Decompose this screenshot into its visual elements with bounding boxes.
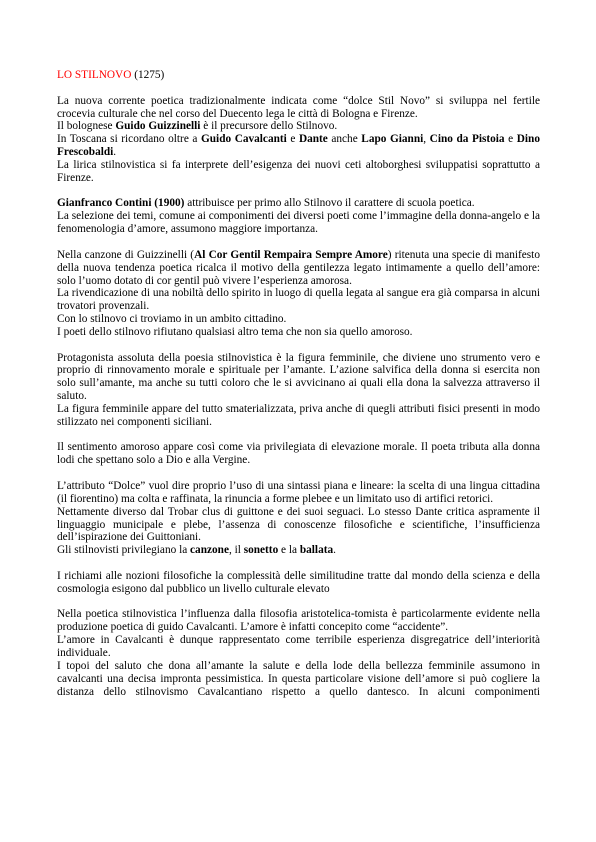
text-run: Gli stilnovisti privilegiano la: [57, 544, 191, 557]
paragraph-line: I topoi del saluto che dona all’amante la salute e della lode della bellezza femminile assumono in cavalcanti una decisa impronta pessimistica. In questa particolare visione dell’amore si può cogliere la distanza dello stilnovismo Cavalcantiano rispetto a quello dantesco. In alcuni componimenti: [57, 659, 540, 698]
paragraph-line: L’attributo “Dolce” vuol dire proprio l’uso di una sintassi piana e lineare: la scelta di una lingua cittadina (il fiorentino) ma colta e raffinata, la rinuncia a forme plebee e un limitato uso di artifici retorici.: [57, 480, 540, 505]
paragraph-line: La selezione dei temi, comune ai componimenti dei diversi poeti come l’immagine della donna-angelo e la fenomenologia d’amore, assumono maggiore importanza.: [57, 210, 540, 236]
paragraph-line: La lirica stilnovistica si fa interprete dell’esigenza dei nuovi ceti altoborghesi sviluppatisi soprattutto a Firenze.: [57, 158, 540, 184]
paragraph-figura-femminile: [57, 352, 540, 429]
author-name: Dante: [298, 133, 328, 146]
paragraph-line: I richiami alle nozioni filosofiche la complessità delle similitudine tratte dal mondo della scienza e della cosmologia esigono dal pubblico un livello culturale elevato: [57, 569, 540, 595]
author-name: Guido Guizzinelli: [115, 120, 201, 133]
text-run: Il bolognese: [57, 120, 116, 133]
paragraph-line: [57, 120, 540, 133]
text-run: , il: [228, 544, 244, 557]
paragraph-line: [57, 133, 540, 159]
author-name: Lapo Gianni: [361, 133, 424, 146]
text-run: anche: [327, 133, 362, 146]
text-run: ) ritenuta una specie di manifesto della nuova tendenza poetica ricalca il motivo della gentilezza legato intimamente a quello dell’amore: solo l’uomo dotato di cor gentil può vivere l’esperienza amorosa.: [57, 248, 540, 287]
paragraph-sentimento: [57, 441, 540, 467]
paragraph-dolce: [57, 480, 540, 557]
paragraph-line: Nella poetica stilnovistica l’influenza dalla filosofia aristotelica-tomista è particolarmente evidente nella produzione poetica di guido Cavalcanti. L’amore è infatti concepito come “accidente”.: [57, 608, 540, 634]
text-run: ,: [423, 133, 430, 146]
author-name: Cino da Pistoia: [429, 133, 505, 146]
text-run: Nella canzone di Guizzinelli (: [57, 248, 195, 261]
text-run: e la: [278, 544, 300, 557]
paragraph-contini: [57, 197, 540, 236]
work-title: Al Cor Gentil Rempaira Sempre Amore: [194, 248, 388, 261]
paragraph-line: La figura femminile appare del tutto smaterializzata, priva anche di quegli attributi fisici presenti in modo stilizzato nei componenti siciliani.: [57, 402, 540, 428]
text-run: è il precursore dello Stilnovo.: [200, 120, 338, 133]
paragraph-guizzinelli: [57, 249, 540, 339]
title-heading: LO STILNOVO: [57, 69, 132, 81]
paragraph-line: L’amore in Cavalcanti è dunque rappresentato come terribile esperienza disgregatrice dell’interiorità individuale.: [57, 634, 540, 659]
document-page: [57, 69, 540, 711]
text-run: e: [504, 133, 517, 146]
paragraph-line: La rivendicazione di una nobiltà dello spirito in luogo di quella legata al sangue era già comparsa in alcuni trovatori provenzali.: [57, 287, 540, 313]
paragraph-line: [57, 544, 540, 557]
text-run: attribuisce per primo allo Stilnovo il carattere di scuola poetica.: [184, 197, 475, 210]
author-name: Gianfranco Contini (1900): [57, 197, 185, 210]
paragraph-line: La nuova corrente poetica tradizionalmente indicata come “dolce Stil Novo” si sviluppa nel fertile crocevia culturale che nel corso del Duecento lega le città di Bologna e Firenze.: [57, 94, 540, 120]
paragraph-intro: [57, 95, 540, 185]
text-run: e: [286, 133, 299, 146]
paragraph-line: Con lo stilnovo ci troviamo in un ambito cittadino.: [57, 313, 287, 326]
genre-term: sonetto: [243, 544, 279, 557]
author-name: Guido Cavalcanti: [200, 133, 287, 146]
paragraph-line: Protagonista assoluta della poesia stilnovistica è la figura femminile, che diviene uno strumento vero e proprio di rinnovamento morale e spirituale per l’amante. L’azione salvifica della donna si esercita non solo sull’amante, ma anche su tutti coloro che le si avvicinano ai quali ella dona la salvezza attraverso il saluto.: [57, 351, 540, 403]
text-run: .: [113, 146, 117, 159]
paragraph-line: Il sentimento amoroso appare così come via privilegiata di elevazione morale. Il poeta tributa alla donna lodi che spettano solo a Dio e alla Vergine.: [57, 441, 540, 467]
paragraph-line: [57, 249, 540, 288]
paragraph-line: [57, 197, 540, 210]
title-year: (1275): [131, 69, 165, 81]
page-title: [57, 69, 540, 82]
paragraph-cavalcanti: [57, 608, 540, 698]
genre-term: ballata: [299, 544, 334, 557]
author-name: Dino Frescobaldi: [57, 133, 540, 159]
paragraph-line: Nettamente diverso dal Trobar clus di guittone e dei suoi seguaci. Lo stesso Dante critica aspramente il linguaggio municipale e plebe, l’assenza di conoscenze filosofiche e scientifiche, l’insufficienza dell’ispirazione dei Guittoniani.: [57, 505, 540, 544]
paragraph-filosofia: [57, 570, 540, 596]
genre-term: canzone: [190, 544, 229, 557]
text-run: .: [333, 544, 336, 557]
text-run: In Toscana si ricordano oltre a: [57, 133, 201, 146]
paragraph-line: I poeti dello stilnovo rifiutano qualsiasi altro tema che non sia quello amoroso.: [57, 325, 413, 338]
